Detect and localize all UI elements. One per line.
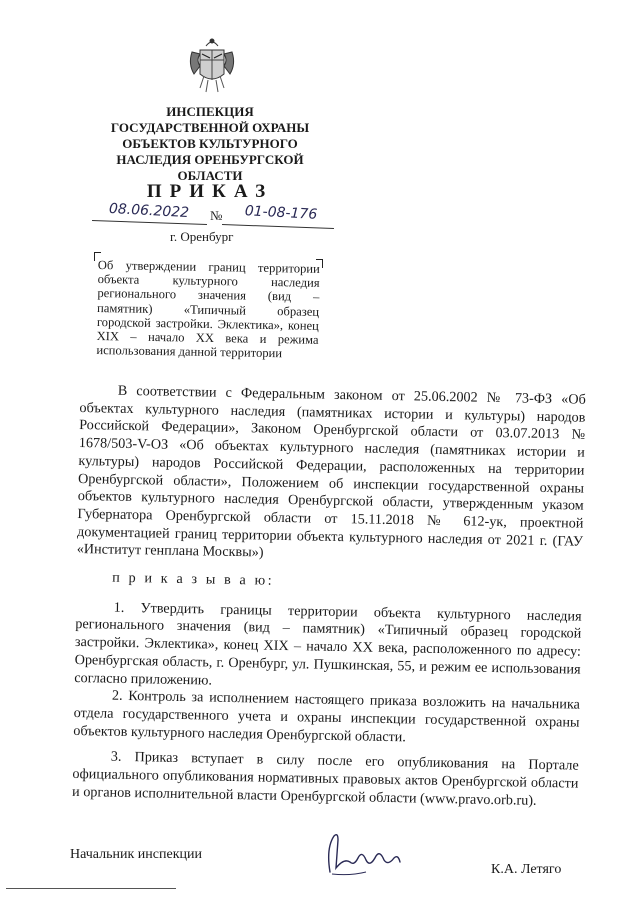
document-subject: Об утверждении границ территории объекта культурного наследия регионального значения (вид – памятник) «Типичный образец городской застройки. Эклектика», конец XIX – начало XX века и режима использования данной территории	[96, 258, 320, 361]
document-number: 01-08-176	[244, 203, 318, 223]
number-sign: №	[210, 208, 223, 223]
footer-rule	[6, 888, 176, 889]
order-item-3: 3. Приказ вступает в силу после его опубликования на Портале официального опубликования нормативных правовых актов Оренбургской области и органов исполнительной власти Оренбургской области (www.pravo.orb.ru).	[71, 749, 579, 809]
document-city: г. Оренбург	[170, 229, 234, 244]
document-body	[72, 382, 586, 811]
org-line: ГОСУДАРСТВЕННОЙ ОХРАНЫ	[110, 120, 310, 135]
order-item-2: 2. Контроль за исполнением настоящего приказа возложить на начальника отдела государственного учета и охраны инспекции государственной охраны объектов культурного наследия Оренбургской области.	[73, 687, 581, 745]
org-line: ИНСПЕКЦИЯ	[166, 104, 254, 119]
order-item-1: 1. Утвердить границы территории объекта культурного наследия регионального значения (вид – памятник) «Типичный образец городской застройки. Эклектика», конец XIX – начало XX века, расположенного по адресу: Оренбургская область, г. Оренбург, ул. Пушкинская, 55, и режим ее использования согласно приложению.	[74, 599, 582, 689]
handwritten-signature	[320, 828, 410, 880]
org-line: ОБЪЕКТОВ КУЛЬТУРНОГО	[122, 136, 298, 151]
org-line: НАСЛЕДИЯ ОРЕНБУРГСКОЙ	[116, 152, 304, 167]
org-line: ОБЛАСТИ	[177, 168, 243, 183]
number-underline	[222, 224, 334, 229]
order-word: п р и к а з ы в а ю:	[112, 569, 275, 589]
coat-of-arms-emblem	[186, 36, 238, 94]
document-type-title: ПРИКАЗ	[146, 181, 274, 202]
preamble-paragraph: В соответствии с Федеральным законом от 25.06.2002 № 73-ФЗ «Об объектах культурного наследия (памятниках истории и культуры) народов Российской Федерации», Законом Оренбургской области от 03.07.2013 № 1678/503-V-ОЗ «Об объектах культурного наследия (памятниках истории и культуры) народов Российской Федерации, расположенных на территории Оренбургской области», Положением об инспекции государственной охраны объектов культурного наследия Оренбургской области, утвержденным указом Губернатора Оренбургской области от 15.11.2018 № 612-ук, проектной документацией границ территории объекта культурного наследия от 2021 г. (ГАУ «Институт генплана Москвы»)	[76, 382, 586, 561]
organization-name	[100, 104, 320, 184]
signatory-name: К.А. Летяго	[491, 862, 562, 877]
document-date: 08.06.2022	[108, 200, 190, 222]
signatory-title: Начальник инспекции	[70, 847, 202, 862]
